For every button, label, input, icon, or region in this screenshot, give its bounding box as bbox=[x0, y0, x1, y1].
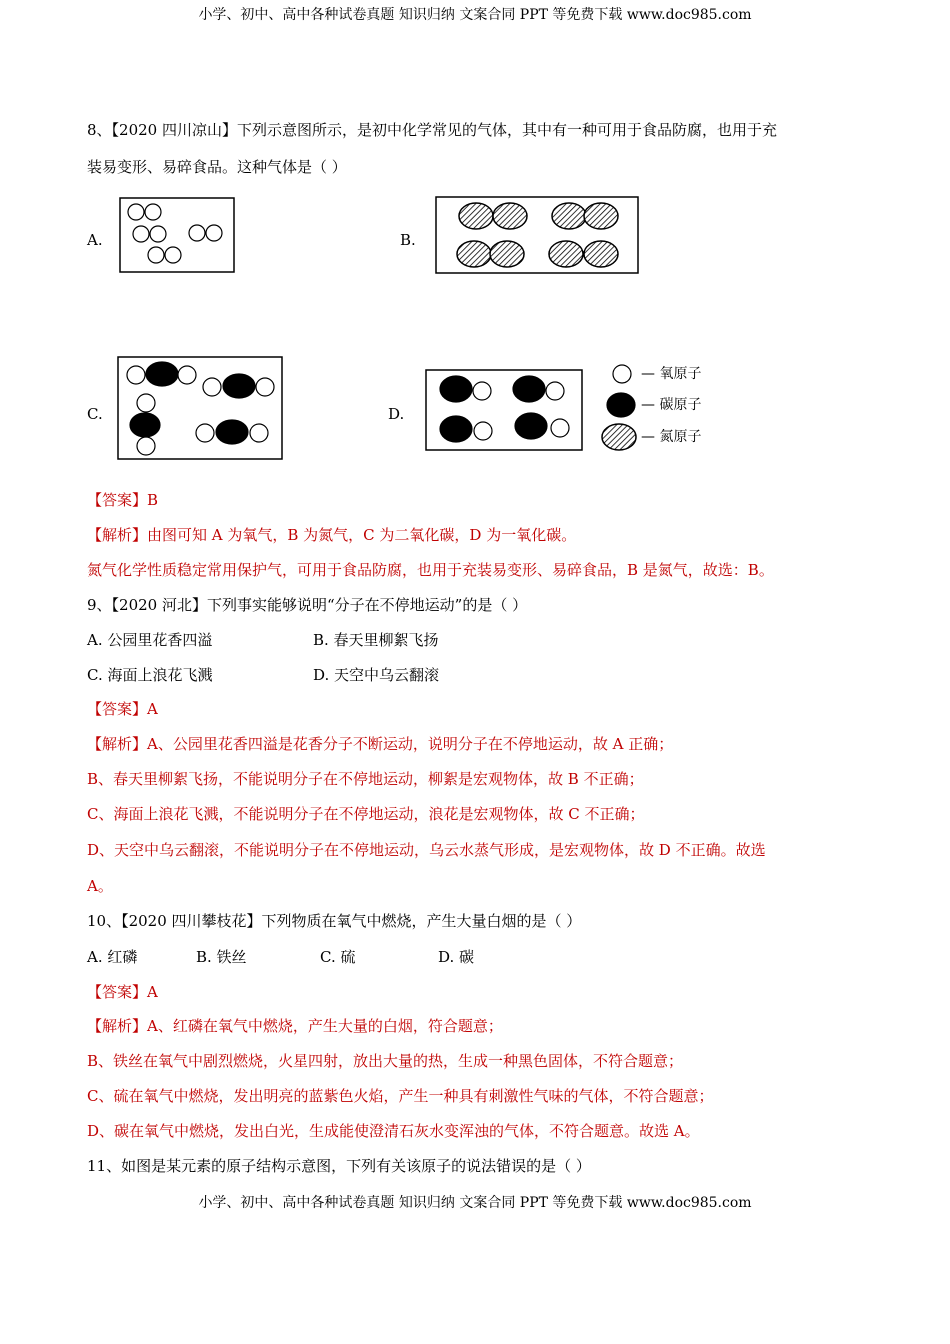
q9-analysis-line4: D、天空中乌云翻滚，不能说明分子在不停地运动，乌云水蒸气形成，是宏观物体，故 D 不正确。故选 bbox=[87, 841, 766, 859]
oxygen-atom bbox=[133, 226, 149, 242]
oxygen-atom bbox=[256, 378, 274, 396]
oxygen-atom bbox=[150, 226, 166, 242]
q9-analysis-line5: A。 bbox=[87, 877, 113, 895]
q10-option-d: D. 碳 bbox=[438, 948, 475, 966]
oxygen-atom bbox=[165, 247, 181, 263]
diagram-b-nitrogen bbox=[436, 197, 638, 273]
oxygen-atom bbox=[189, 225, 205, 241]
q9-option-b: B. 春天里柳絮飞扬 bbox=[313, 631, 439, 649]
q9-answer: 【答案】A bbox=[87, 700, 158, 718]
carbon-atom bbox=[440, 416, 472, 442]
q8-stem-line1: 8、【2020 四川凉山】下列示意图所示，是初中化学常见的气体，其中有一种可用于食品防腐，也用于充 bbox=[87, 121, 777, 139]
carbon-atom bbox=[223, 374, 255, 398]
q10-stem: 10、【2020 四川攀枝花】下列物质在氧气中燃烧，产生大量白烟的是（ ） bbox=[87, 912, 582, 930]
q10-option-a: A. 红磷 bbox=[87, 948, 138, 966]
carbon-atom bbox=[146, 362, 178, 386]
q9-option-d: D. 天空中乌云翻滚 bbox=[313, 666, 440, 684]
nitrogen-atom bbox=[457, 241, 491, 267]
oxygen-atom bbox=[546, 382, 564, 400]
oxygen-atom bbox=[137, 394, 155, 412]
nitrogen-atom bbox=[493, 203, 527, 229]
oxygen-atom bbox=[551, 419, 569, 437]
q10-analysis-line1: 【解析】A、红磷在氧气中燃烧，产生大量的白烟，符合题意； bbox=[87, 1017, 503, 1035]
q9-analysis-line1: 【解析】A、公园里花香四溢是花香分子不断运动，说明分子在不停地运动，故 A 正确； bbox=[87, 735, 674, 753]
q10-answer: 【答案】A bbox=[87, 983, 158, 1001]
oxygen-atom bbox=[250, 424, 268, 442]
oxygen-atom bbox=[137, 437, 155, 455]
q8-option-d-label: D. bbox=[388, 405, 405, 423]
page-header: 小学、初中、高中各种试卷真题 知识归纳 文案合同 PPT 等免费下载 www.doc985.com bbox=[198, 7, 752, 23]
diagram-d-carbon-monoxide bbox=[426, 370, 582, 450]
legend-oxygen-symbol bbox=[613, 365, 631, 383]
q9-stem: 9、【2020 河北】下列事实能够说明“分子在不停地运动”的是（ ） bbox=[87, 596, 528, 614]
q9-analysis-line3: C、海面上浪花飞溅，不能说明分子在不停地运动，浪花是宏观物体，故 C 不正确； bbox=[87, 805, 645, 823]
oxygen-atom bbox=[128, 204, 144, 220]
q11-stem: 11、如图是某元素的原子结构示意图，下列有关该原子的说法错误的是（ ） bbox=[87, 1157, 591, 1175]
q8-option-c-label: C. bbox=[87, 405, 103, 423]
legend-symbols bbox=[602, 365, 636, 450]
nitrogen-atom bbox=[552, 203, 586, 229]
legend-carbon-label: — 碳原子 bbox=[641, 397, 702, 413]
q9-option-a: A. 公园里花香四溢 bbox=[87, 631, 213, 649]
carbon-atom bbox=[216, 420, 248, 444]
legend-carbon-symbol bbox=[607, 393, 635, 417]
q10-analysis-line2: B、铁丝在氧气中剧烈燃烧，火星四射，放出大量的热，生成一种黑色固体，不符合题意； bbox=[87, 1052, 684, 1070]
nitrogen-atom bbox=[549, 241, 583, 267]
oxygen-atom bbox=[127, 366, 145, 384]
oxygen-atom bbox=[474, 422, 492, 440]
nitrogen-atom bbox=[459, 203, 493, 229]
q8-option-b-label: B. bbox=[400, 231, 416, 249]
legend-nitrogen-label: — 氮原子 bbox=[641, 429, 702, 445]
carbon-atom bbox=[130, 413, 160, 437]
page-footer: 小学、初中、高中各种试卷真题 知识归纳 文案合同 PPT 等免费下载 www.doc985.com bbox=[198, 1195, 752, 1211]
nitrogen-atom bbox=[490, 241, 524, 267]
nitrogen-atom bbox=[584, 203, 618, 229]
q10-analysis-line3: C、硫在氧气中燃烧，发出明亮的蓝紫色火焰，产生一种具有刺激性气味的气体，不符合题意； bbox=[87, 1087, 714, 1105]
oxygen-atom bbox=[196, 424, 214, 442]
carbon-atom bbox=[440, 376, 472, 402]
q9-analysis-line2: B、春天里柳絮飞扬，不能说明分子在不停地运动，柳絮是宏观物体，故 B 不正确； bbox=[87, 770, 644, 788]
oxygen-atom bbox=[178, 366, 196, 384]
diagram-c-carbon-dioxide bbox=[118, 357, 282, 459]
q8-stem-line2: 装易变形、易碎食品。这种气体是（ ） bbox=[87, 158, 347, 176]
diagram-a-oxygen bbox=[120, 198, 234, 272]
legend-oxygen-label: — 氧原子 bbox=[641, 366, 702, 382]
carbon-atom bbox=[515, 413, 547, 439]
q8-answer: 【答案】B bbox=[87, 491, 159, 509]
oxygen-atom bbox=[148, 247, 164, 263]
nitrogen-atom bbox=[584, 241, 618, 267]
oxygen-atom bbox=[473, 382, 491, 400]
q9-option-c: C. 海面上浪花飞溅 bbox=[87, 666, 213, 684]
oxygen-atom bbox=[206, 225, 222, 241]
q10-option-c: C. 硫 bbox=[320, 948, 356, 966]
oxygen-atom bbox=[203, 378, 221, 396]
q8-analysis-line1: 【解析】由图可知 A 为氧气，B 为氮气，C 为二氧化碳，D 为一氧化碳。 bbox=[87, 526, 577, 544]
q8-analysis-line2: 氮气化学性质稳定常用保护气，可用于食品防腐，也用于充装易变形、易碎食品，B 是氮气，故选：B。 bbox=[87, 561, 774, 579]
q10-analysis-line4: D、碳在氧气中燃烧，发出白光，生成能使澄清石灰水变浑浊的气体，不符合题意。故选 A。 bbox=[87, 1122, 700, 1140]
legend-nitrogen-symbol bbox=[602, 424, 636, 450]
q10-option-b: B. 铁丝 bbox=[196, 948, 247, 966]
q8-option-a-label: A. bbox=[87, 231, 103, 249]
oxygen-atom bbox=[145, 204, 161, 220]
carbon-atom bbox=[513, 376, 545, 402]
